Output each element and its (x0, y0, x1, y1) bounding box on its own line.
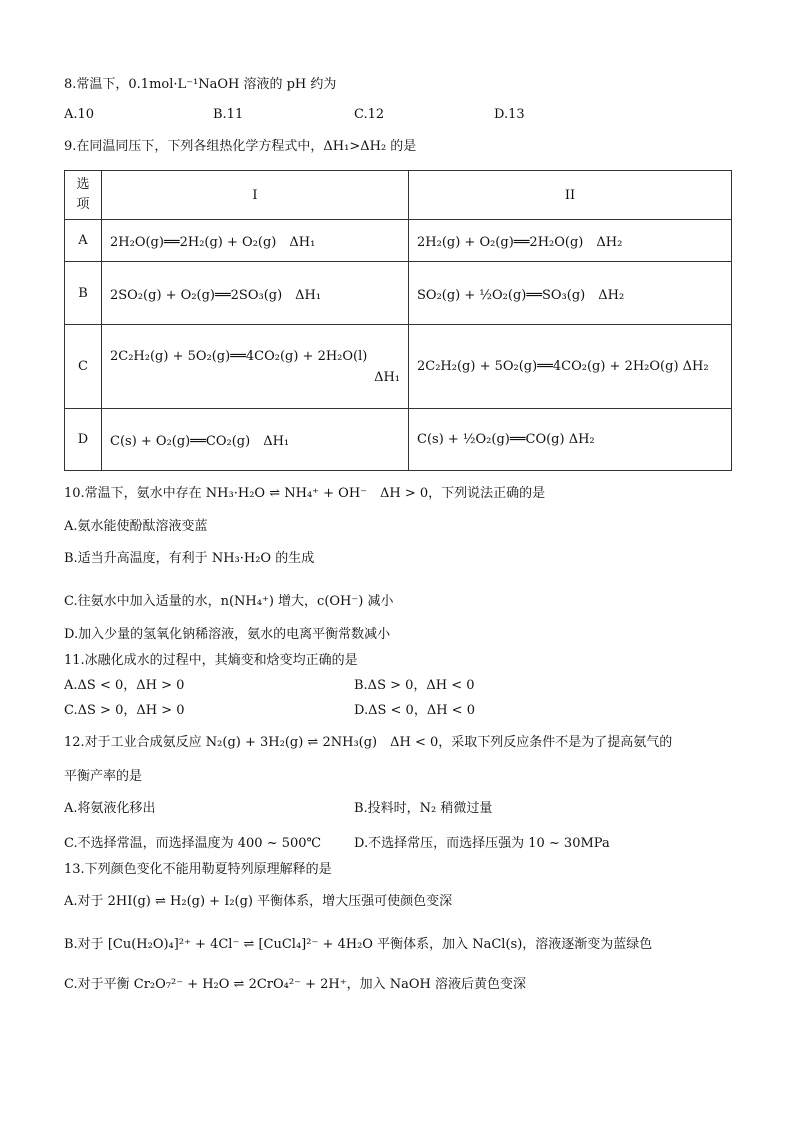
q10-option-a: A.氨水能使酚酞溶液变蓝 (64, 519, 208, 534)
table-row (65, 220, 732, 262)
row-label: C (65, 325, 102, 409)
row-label: D (65, 409, 102, 471)
q12-option-a: A.将氨液化移出 (64, 801, 156, 816)
table-header-row (65, 171, 732, 220)
equation-2: 2H₂(g) + O₂(g)══2H₂O(g) ΔH₂ (409, 220, 732, 262)
q11-option-b: B.ΔS > 0，ΔH < 0 (354, 678, 475, 693)
question-8-stem: 8.常温下，0.1mol·L⁻¹NaOH 溶液的 pH 约为 (64, 77, 337, 92)
q9-options-table (64, 170, 732, 471)
q12-option-c: C.不选择常温，而选择温度为 400 ~ 500℃ (64, 836, 322, 851)
question-10-stem: 10.常温下，氨水中存在 NH₃·H₂O ⇌ NH₄⁺ + OH⁻ ΔH > 0，下列说法正确的是 (64, 486, 546, 501)
row-label: B (65, 262, 102, 325)
q8-option-c: C.12 (354, 107, 385, 122)
q8-option-d: D.13 (494, 107, 525, 122)
table-row (65, 325, 732, 409)
equation-2: C(s) + ½O₂(g)══CO(g) ΔH₂ (409, 409, 732, 471)
q12-option-d: D.不选择常压，而选择压强为 10 ~ 30MPa (354, 836, 610, 851)
equation-1-cell (102, 325, 409, 409)
q13-option-b: B.对于 [Cu(H₂O)₄]²⁺ + 4Cl⁻ ⇌ [CuCl₄]²⁻ + 4H₂O 平衡体系，加入 NaCl(s)，溶液逐渐变为蓝绿色 (64, 937, 653, 952)
row-label: A (65, 220, 102, 262)
equation-1: 2H₂O(g)══2H₂(g) + O₂(g) ΔH₁ (102, 220, 409, 262)
equation-2: 2C₂H₂(g) + 5O₂(g)══4CO₂(g) + 2H₂O(g) ΔH₂ (409, 325, 732, 409)
q13-option-c: C.对于平衡 Cr₂O₇²⁻ + H₂O ⇌ 2CrO₄²⁻ + 2H⁺，加入 NaOH 溶液后黄色变深 (64, 977, 526, 992)
q8-option-a: A.10 (64, 107, 95, 122)
q10-option-c: C.往氨水中加入适量的水，n(NH₄⁺) 增大，c(OH⁻) 减小 (64, 594, 394, 609)
q12-option-b: B.投料时，N₂ 稍微过量 (354, 801, 493, 816)
question-11-stem: 11.冰融化成水的过程中，其熵变和焓变均正确的是 (64, 653, 358, 668)
q11-option-d: D.ΔS < 0，ΔH < 0 (354, 703, 475, 718)
equation-1-delta-h: ΔH₁ (374, 369, 400, 385)
header-col-2: II (409, 171, 732, 220)
table-row (65, 409, 732, 471)
header-label-line2: 项 (76, 197, 90, 212)
equation-1: C(s) + O₂(g)══CO₂(g) ΔH₁ (102, 409, 409, 471)
q10-option-b: B.适当升高温度，有利于 NH₃·H₂O 的生成 (64, 551, 315, 566)
header-label-cell (65, 171, 102, 220)
q13-option-a: A.对于 2HI(g) ⇌ H₂(g) + I₂(g) 平衡体系，增大压强可使颜色变深 (64, 894, 453, 909)
q11-option-c: C.ΔS > 0，ΔH > 0 (64, 703, 185, 718)
equation-2: SO₂(g) + ½O₂(g)══SO₃(g) ΔH₂ (409, 262, 732, 325)
question-12-stem-line1: 12.对于工业合成氨反应 N₂(g) + 3H₂(g) ⇌ 2NH₃(g) ΔH < 0，采取下列反应条件不是为了提高氨气的 (64, 735, 673, 750)
question-13-stem: 13.下列颜色变化不能用勒夏特列原理解释的是 (64, 862, 332, 877)
equation-1: 2C₂H₂(g) + 5O₂(g)══4CO₂(g) + 2H₂O(l) (110, 348, 368, 364)
q11-option-a: A.ΔS < 0，ΔH > 0 (64, 678, 185, 693)
q10-option-d: D.加入少量的氢氧化钠稀溶液，氨水的电离平衡常数减小 (64, 627, 391, 642)
question-12-stem-line2: 平衡产率的是 (64, 769, 143, 784)
header-label-line1: 选 (76, 177, 90, 192)
header-col-1: I (102, 171, 409, 220)
q8-option-b: B.11 (213, 107, 244, 122)
question-9-stem: 9.在同温同压下，下列各组热化学方程式中，ΔH₁>ΔH₂ 的是 (64, 139, 417, 154)
table-row (65, 262, 732, 325)
equation-1: 2SO₂(g) + O₂(g)══2SO₃(g) ΔH₁ (102, 262, 409, 325)
